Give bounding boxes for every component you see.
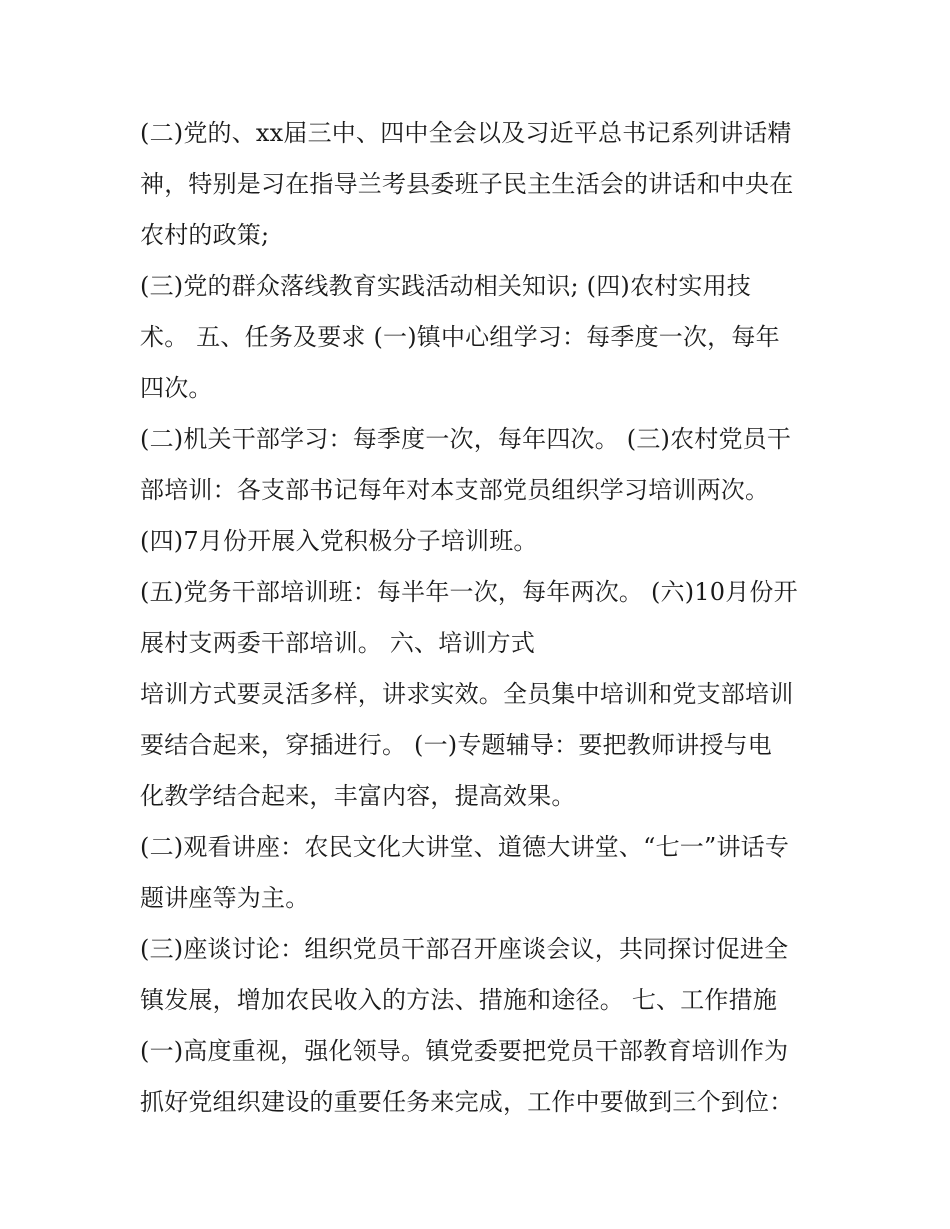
text-line: (五)党务干部培训班：每半年一次，每年两次。 (六)10月份开 [140, 578, 798, 606]
text-line: (四)7月份开展入党积极分子培训班。 [140, 527, 538, 555]
text-line: 部培训：各支部书记每年对本支部党员组织学习培训两次。 [140, 476, 770, 504]
text-line: (二)党的、xx届三中、四中全会以及习近平总书记系列讲话精 [140, 119, 792, 147]
text-line: 展村支两委干部培训。 六、培训方式 [140, 629, 536, 657]
text-line: (三)党的群众落线教育实践活动相关知识; (四)农村实用技 [140, 272, 751, 300]
text-line: 培训方式要灵活多样，讲求实效。全员集中培训和党支部培训 [140, 680, 794, 708]
document-body [140, 108, 830, 1128]
text-line: 题讲座等为主。 [140, 884, 310, 912]
text-line: 术。 五、任务及要求 (一)镇中心组学习：每季度一次，每年 [140, 323, 780, 351]
text-line: 化教学结合起来，丰富内容，提高效果。 [140, 782, 576, 810]
text-line: (三)座谈讨论：组织党员干部召开座谈会议，共同探讨促进全 [140, 935, 789, 963]
text-line: 四次。 [140, 374, 213, 402]
text-line: 抓好党组织建设的重要任务来完成，工作中要做到三个到位： [140, 1088, 794, 1116]
text-line: (二)机关干部学习：每季度一次，每年四次。 (三)农村党员干 [140, 425, 792, 453]
text-line: 要结合起来，穿插进行。 (一)专题辅导：要把教师讲授与电 [140, 731, 772, 759]
text-line: 农村的政策; [140, 221, 270, 249]
text-line: 镇发展，增加农民收入的方法、措施和途径。 七、工作措施 [140, 986, 778, 1014]
text-line: 神，特别是习在指导兰考县委班子民主生活会的讲话和中央在 [140, 170, 794, 198]
text-line: (一)高度重视，强化领导。镇党委要把党员干部教育培训作为 [140, 1037, 789, 1065]
text-line: (二)观看讲座：农民文化大讲堂、道德大讲堂、“七一”讲话专 [140, 833, 790, 861]
